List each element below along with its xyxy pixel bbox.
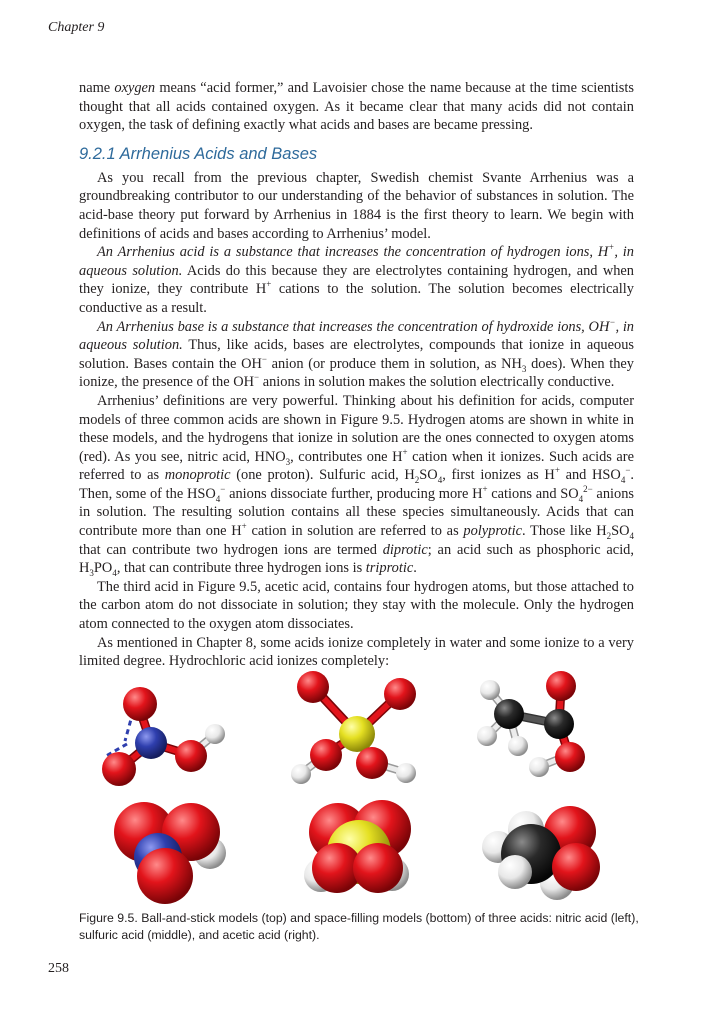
sulfuric-sulfur bbox=[339, 716, 375, 752]
figure-caption: Figure 9.5. Ball-and-stick models (top) and space-filling models (bottom) of three acids: nitric acid (left), sulfuric acid (middle), and acetic acid (right). bbox=[79, 911, 639, 942]
acetic-hydrogen-top bbox=[480, 680, 500, 700]
acetic-oxygen-hydroxyl bbox=[555, 742, 585, 772]
running-head: Chapter 9 bbox=[48, 20, 105, 35]
acetic-hydrogen-left bbox=[477, 726, 497, 746]
nitric-nitrogen bbox=[135, 727, 167, 759]
acetic-acid-space-filling bbox=[482, 806, 600, 900]
nitric-oxygen-top bbox=[123, 687, 157, 721]
sulfuric-oxygen-right bbox=[356, 747, 388, 779]
paragraph-arrhenius-intro: As you recall from the previous chapter, Swedish chemist Svante Arrhenius was a groundbreaking contributor to our understanding of the behavior of substances in solution. The acid-base theory put forward by Arrhenius in 1884 is the first theory to learn. We begin with definitions of acids and bases according to Arrhenius’ model. bbox=[79, 169, 634, 242]
sulfuric-acid-ball-stick bbox=[291, 671, 416, 784]
nitric-oxygen-left bbox=[102, 752, 136, 786]
nitric-acid-ball-stick bbox=[102, 687, 225, 786]
sulfuric-hydrogen-right bbox=[396, 763, 416, 783]
paragraph-hydrochloric: As mentioned in Chapter 8, some acids ionize completely in water and some ionize to a very limited degree. Hydrochloric acid ionizes completely: bbox=[79, 634, 634, 670]
nitric-hydrogen bbox=[205, 724, 225, 744]
sulfuric-oxygen-top-right bbox=[384, 678, 416, 710]
acetic-carbon-methyl bbox=[494, 699, 524, 729]
paragraph-base-definition: An Arrhenius base is a substance that increases the concentration of hydroxide ions, OH−, in aqueous solution. Thus, like acids, bases are electrolytes, compounds that ionize in aqueous solution. Bases contain the OH− anion (or produce them in solution, as $NH_3$ does). When they ionize, the presence of the OH− anions in solution makes the solution electrically conductive. bbox=[79, 316, 635, 391]
acetic-acid-ball-stick bbox=[477, 671, 585, 777]
body-text bbox=[79, 79, 634, 671]
molecule-models bbox=[79, 664, 634, 904]
sulfuric-hydrogen-left bbox=[291, 764, 311, 784]
figure-9-5 bbox=[79, 664, 634, 904]
sulfuric-oxygen-left bbox=[310, 739, 342, 771]
nitric-oxygen-hydroxyl bbox=[175, 740, 207, 772]
page-number: 258 bbox=[48, 961, 69, 976]
sulfuric-acid-space-filling bbox=[304, 800, 411, 893]
acetic-hydrogen-bottom bbox=[508, 736, 528, 756]
acetic-carbon-carboxyl bbox=[544, 709, 574, 739]
paragraph-acid-definition: An Arrhenius acid is a substance that increases the concentration of hydrogen ions, H+, in aqueous solution. Acids do this because they are electrolytes containing hydrogen, and when they ionize, they contribute H+ cations to the solution. The solution becomes electrically conductive as a result. bbox=[79, 242, 634, 316]
paragraph-computer-models: Arrhenius’ definitions are very powerful. Thinking about his definition for acids, computer models of three common acids are shown in Figure 9.5. Hydrogen atoms are shown in white in these models, and the hydrogens that ionize in solution are the ones connected to oxygen atoms (red). As you see, nitric acid, $HNO_3$, contributes one H+ cation when it ionizes. Such acids are referred to as monoprotic (one proton). Sulfuric acid, $H_2SO_4$, first ionizes as H+ and $HSO_4^-$. Then, some of the $HSO_4^-$ anions dissociate further, producing more H+ cations and $SO_4^{2-}$ anions in solution. The resulting solution contains all these species simultaneously. Acids that can contribute more than one H+ cation in solution are referred to as polyprotic. Those like $H_2SO_4$ that can contribute two hydrogen ions are termed diprotic; an acid such as phosphoric acid, $H_3PO_4$, that can contribute three hydrogen ions is triprotic. bbox=[79, 392, 635, 579]
acetic-oxygen-top bbox=[546, 671, 576, 701]
acetic-hydrogen-hydroxyl bbox=[529, 757, 549, 777]
paragraph-acetic-acid: The third acid in Figure 9.5, acetic acid, contains four hydrogen atoms, but those attached to the carbon atom do not dissociate in solution; they stay with the molecule. Only the hydrogen atom connected to the oxygen atom dissociates. bbox=[79, 578, 634, 633]
section-heading: 9.2.1 Arrhenius Acids and Bases bbox=[79, 144, 318, 163]
intro-paragraph: name oxygen means “acid former,” and Lavoisier chose the name because at the time scientists thought that all acids contained oxygen. As it became clear that many acids did not contain oxygen, the task of defining exactly what acids and bases are became pressing. bbox=[79, 80, 634, 134]
sulfuric-oxygen-top-left bbox=[297, 671, 329, 703]
nitric-acid-space-filling bbox=[114, 802, 226, 904]
